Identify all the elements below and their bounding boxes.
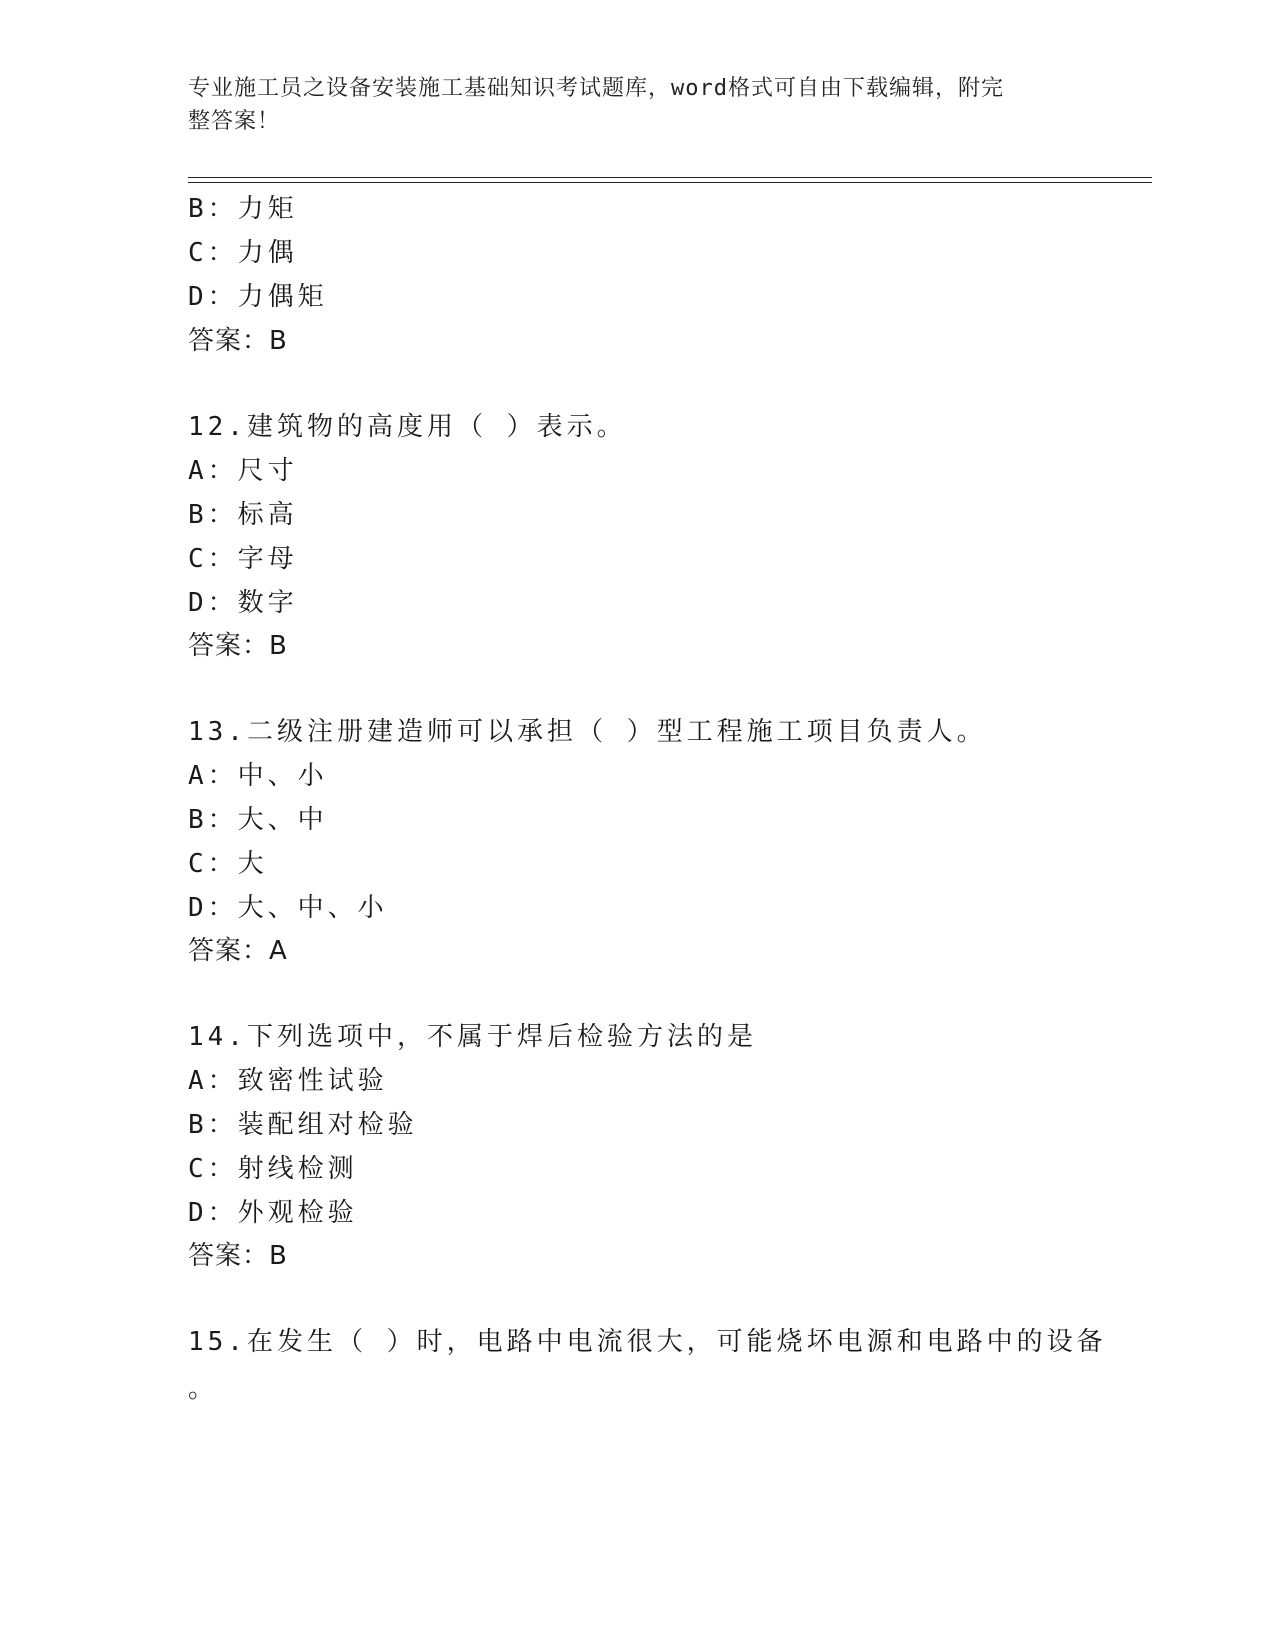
q14-option-a: A：致密性试验	[188, 1066, 388, 1096]
header-line-2: 整答案！	[188, 109, 281, 134]
header-line-1: 专业施工员之设备安装施工基础知识考试题库，word格式可自由下载编辑，附完	[188, 76, 1004, 101]
q13-option-d: D：大、中、小	[188, 893, 388, 923]
q13-option-b: B：大、中	[188, 805, 328, 835]
q14-option-d: D：外观检验	[188, 1198, 358, 1228]
q14-answer: 答案：B	[188, 1241, 288, 1271]
q11-answer: 答案：B	[188, 326, 288, 356]
header-rule-bottom	[188, 182, 1152, 183]
q15-stem-line-1: 15.在发生（ ）时，电路中电流很大，可能烧坏电源和电路中的设备	[188, 1327, 1107, 1357]
q14-stem: 14.下列选项中，不属于焊后检验方法的是	[188, 1022, 757, 1052]
q12-stem: 12.建筑物的高度用（ ）表示。	[188, 412, 627, 442]
q12-option-c: C：字母	[188, 544, 298, 574]
header-rule-top	[188, 177, 1152, 178]
q12-option-b: B：标高	[188, 500, 298, 530]
q11-option-d: D：力偶矩	[188, 282, 328, 312]
q13-option-c: C：大	[188, 849, 268, 879]
q11-option-c: C：力偶	[188, 238, 298, 268]
q14-option-c: C：射线检测	[188, 1154, 358, 1184]
q13-answer: 答案：A	[188, 936, 288, 966]
q12-option-d: D：数字	[188, 588, 298, 618]
q12-answer: 答案：B	[188, 631, 288, 661]
q13-option-a: A：中、小	[188, 761, 328, 791]
q12-option-a: A：尺寸	[188, 456, 298, 486]
q15-stem-line-2: 。	[188, 1374, 219, 1404]
q11-option-b: B：力矩	[188, 194, 298, 224]
q13-stem: 13.二级注册建造师可以承担（ ）型工程施工项目负责人。	[188, 717, 987, 747]
q14-option-b: B：装配组对检验	[188, 1110, 418, 1140]
document-header	[188, 72, 1068, 138]
